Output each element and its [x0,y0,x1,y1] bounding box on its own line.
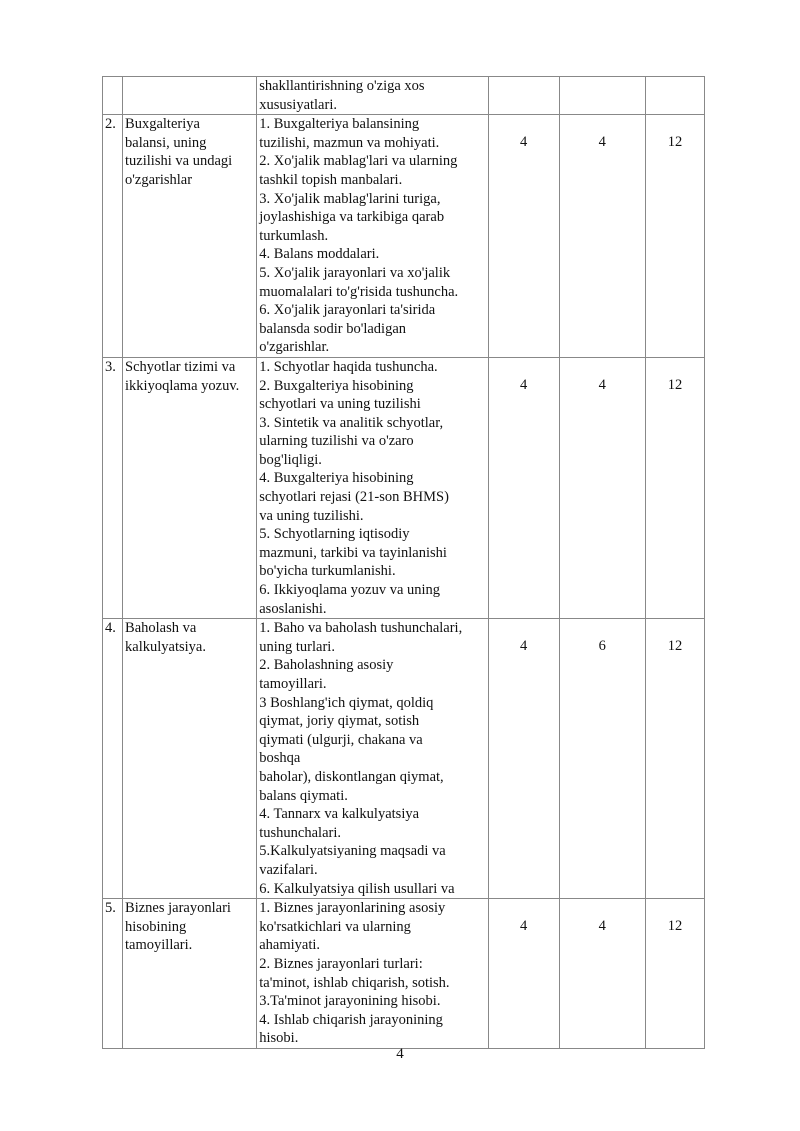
content-line: 4. Buxgalteriya hisobining [259,470,414,487]
hours-a-cell: 4 [488,115,559,358]
topic-cell [123,115,257,358]
hours-b-cell: 6 [559,619,645,899]
content-line: balansda sodir bo'ladigan [259,320,407,337]
content-line: qiymat, joriy qiymat, sotish [259,713,420,730]
row-index [103,77,123,115]
table-body [103,77,705,1049]
content-line: uning turlari. [259,638,335,655]
content-cell [257,115,488,358]
content-line: 2. Biznes jarayonlari turlari: [259,955,423,972]
content-line: 4. Balans moddalari. [259,246,380,263]
content-line: 1. Biznes jarayonlarining asosiy [259,900,446,917]
content-line: asoslanishi. [259,600,327,617]
topic-line: tamoyillari. [125,937,193,954]
topic-cell [123,899,257,1049]
topic-line: balansi, uning [125,134,207,151]
topic-cell [123,619,257,899]
content-line: vazifalari. [259,861,318,878]
content-line: shakllantirishning o'ziga xos [259,78,425,94]
content-line: 3. Sintetik va analitik schyotlar, [259,414,444,431]
hours-c-cell: 12 [645,619,704,899]
content-cell [257,899,488,1049]
hours-c-cell: 12 [645,115,704,358]
content-line: ko'rsatkichlari va ularning [259,918,411,935]
hours-a-cell: 4 [488,357,559,618]
content-line: 1. Baho va baholash tushunchalari, [259,620,463,637]
content-line: hisobi. [259,1030,299,1047]
content-line: bog'liqligi. [259,451,322,468]
row-index: 4. [103,619,123,899]
content-line: schyotlari rejasi (21-son BHMS) [259,489,449,506]
content-line: mazmuni, tarkibi va tayinlanishi [259,544,447,561]
content-line: tashkil topish manbalari. [259,171,403,188]
content-line: qiymati (ulgurji, chakana va [259,731,423,748]
content-line: joylashishiga va tarkibiga qarab [259,209,445,226]
hours-a-cell: 4 [488,619,559,899]
hours-a-cell: 4 [488,899,559,1049]
hours-b-cell: 4 [559,899,645,1049]
content-line: 3 Boshlang'ich qiymat, qoldiq [259,694,434,711]
content-line: 2. Xo'jalik mablag'lari va ularning [259,153,458,170]
content-line: 5. Schyotlarning iqtisodiy [259,526,410,543]
topic-line: tuzilishi va undagi [125,153,233,170]
table-row [103,899,705,1049]
page-number: 4 [396,1046,404,1062]
hours-b-cell [559,77,645,115]
row-index: 5. [103,899,123,1049]
topic-line: o'zgarishlar [125,171,193,188]
content-line: 3. Xo'jalik mablag'larini turiga, [259,190,441,207]
content-line: xususiyatlari. [259,96,337,113]
topic-line: Schyotlar tizimi va [125,358,236,375]
topic-cell [123,77,257,115]
content-cell [257,77,488,115]
content-line: baholar), diskontlangan qiymat, [259,768,444,785]
content-line: tushunchalari. [259,824,341,841]
content-line: balans qiymati. [259,787,348,804]
content-line: 3.Ta'minot jarayonining hisobi. [259,993,441,1010]
content-line: 6. Xo'jalik jarayonlari ta'sirida [259,302,436,319]
content-line: ularning tuzilishi va o'zaro [259,433,414,450]
content-line: 5.Kalkulyatsiyaning maqsadi va [259,843,446,860]
content-line: o'zgarishlar. [259,339,330,356]
table-row [103,357,705,618]
hours-c-cell: 12 [645,357,704,618]
hours-c-cell [645,77,704,115]
content-line: va uning tuzilishi. [259,507,364,524]
table-row [103,77,705,115]
content-line: 4. Tannarx va kalkulyatsiya [259,806,420,823]
content-line: turkumlash. [259,227,329,244]
hours-c-cell: 12 [645,899,704,1049]
table-row [103,619,705,899]
content-cell [257,619,488,899]
hours-b-cell: 4 [559,357,645,618]
topic-line: hisobining [125,918,187,935]
content-line: boshqa [259,750,301,767]
hours-b-cell: 4 [559,115,645,358]
curriculum-table [102,76,705,1049]
topic-line: Biznes jarayonlari [125,900,231,917]
content-line: 4. Ishlab chiqarish jarayonining [259,1011,443,1028]
content-line: 1. Buxgalteriya balansining [259,116,420,133]
table-row [103,115,705,358]
topic-line: Baholash va [125,620,197,637]
content-line: ahamiyati. [259,937,321,954]
row-index: 2. [103,115,123,358]
content-cell [257,357,488,618]
content-line: 1. Schyotlar haqida tushuncha. [259,358,438,375]
content-line: 5. Xo'jalik jarayonlari va xo'jalik [259,264,451,281]
hours-a-cell [488,77,559,115]
content-line: tuzilishi, mazmun va mohiyati. [259,134,440,151]
content-line: tamoyillari. [259,676,327,692]
topic-line: kalkulyatsiya. [125,638,206,655]
row-index: 3. [103,357,123,618]
content-line: 2. Baholashning asosiy [259,657,394,674]
topic-line: ikkiyoqlama yozuv. [125,377,240,394]
content-line: 6. Ikkiyoqlama yozuv va uning [259,582,441,599]
topic-cell [123,357,257,618]
content-line: 6. Kalkulyatsiya qilish usullari va [259,880,455,897]
content-line: muomalalari to'g'risida tushuncha. [259,283,459,300]
content-line: schyotlari va uning tuzilishi [259,396,421,413]
content-line: 2. Buxgalteriya hisobining [259,377,414,394]
content-line: bo'yicha turkumlanishi. [259,563,396,580]
topic-line: Buxgalteriya [125,116,200,133]
content-line: ta'minot, ishlab chiqarish, sotish. [259,974,450,991]
